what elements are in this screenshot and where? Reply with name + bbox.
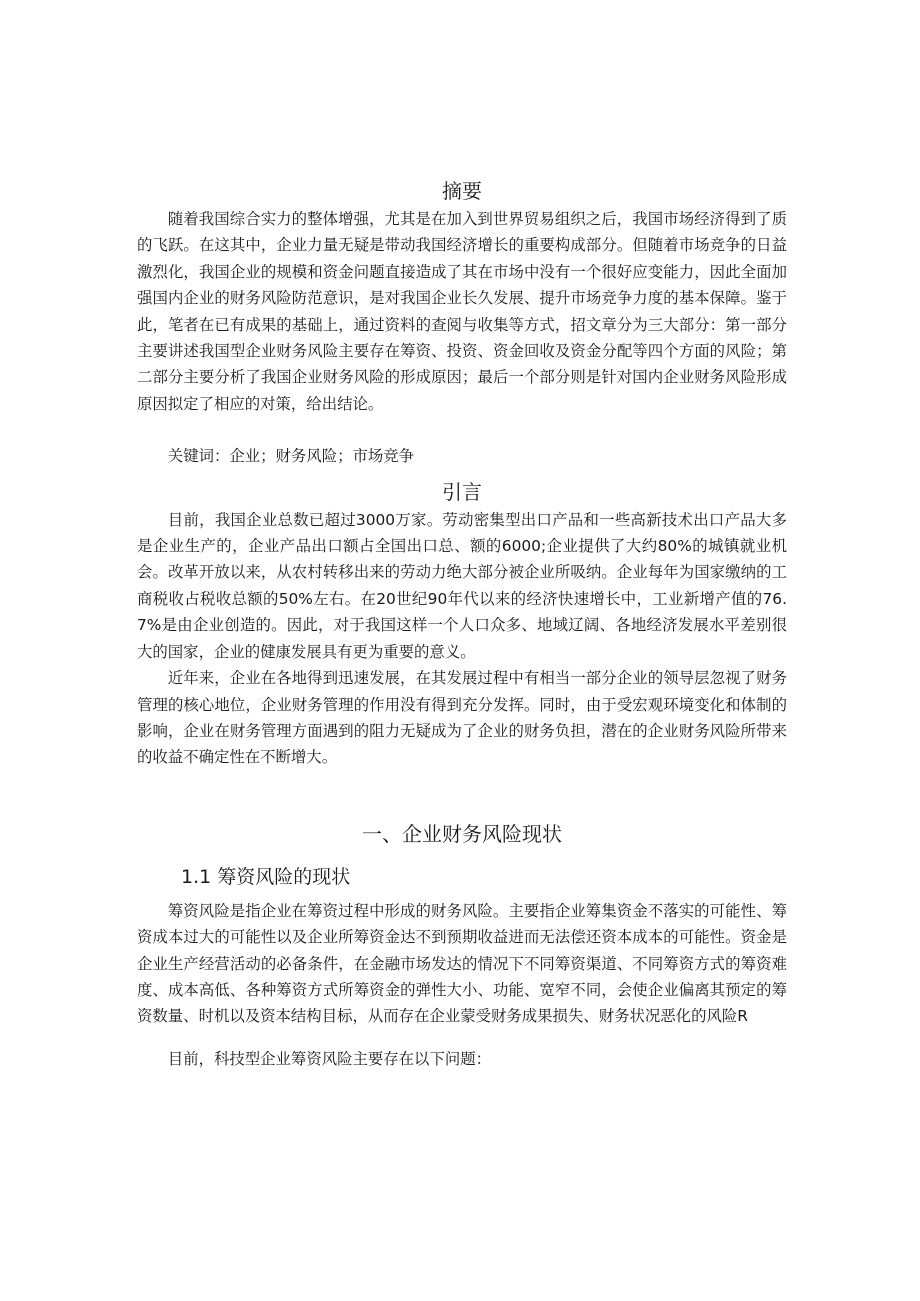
subsection-1-1-lead-in: 目前，科技型企业筹资风险主要存在以下问题： (167, 1049, 492, 1068)
subsection-1-1-paragraph: 筹资风险是指企业在筹资过程中形成的财务风险。主要指企业筹集资金不落实的可能性、筹资成本过大的可能性以及企业所筹资金达不到预期收益进而无法偿还资本成本的可能性。资金是企业生产经营活动的必备条件，在金融市场发达的情况下不同筹资渠道、不同筹资方式的筹资难度、成本高低、各种筹资方式所筹资金的弹性大小、功能、宽窄不同，会使企业偏离其预定的筹资数量、时机以及资本结构目标，从而存在企业蒙受财务成果损失、财务状况恶化的风险R (137, 901, 787, 1026)
abstract-title: 摘要 (442, 179, 482, 203)
keywords-line: 关键词：企业；财务风险；市场竞争 (167, 447, 415, 466)
subsection-1-1-title: 1.1 筹资风险的现状 (181, 865, 351, 888)
section-1-title: 一、企业财务风险现状 (362, 821, 562, 846)
introduction-title: 引言 (442, 479, 482, 504)
document-content (137, 176, 787, 1072)
abstract-body: 随着我国综合实力的整体增强，尤其是在加入到世界贸易组织之后，我国市场经济得到了质的飞跃。在这其中，企业力量无疑是带动我国经济增长的重要构成部分。但随着市场竞争的日益激烈化，我国企业的规模和资金问题直接造成了其在市场中没有一个很好应变能力，因此全面加强国内企业的财务风险防范意识，是对我国企业长久发展、提升市场竞争力度的基本保障。鉴于此，笔者在已有成果的基础上，通过资料的查阅与收集等方式，招文章分为三大部分：第一部分主要讲述我国型企业财务风险主要存在筹资、投资、资金回收及资金分配等四个方面的风险；第二部分主要分析了我国企业财务风险的形成原因；最后一个部分则是针对国内企业财务风险形成原因拟定了相应的对策，给出结论。 (137, 210, 787, 413)
introduction-paragraph-2: 近年来，企业在各地得到迅速发展，在其发展过程中有相当一部分企业的领导层忽视了财务管理的核心地位，企业财务管理的作用没有得到充分发挥。同时，由于受宏观环境变化和体制的影响，企业在财务管理方面遇到的阻力无疑成为了企业的财务负担，潜在的企业财务风险所带来的收益不确定性在不断增大。 (137, 669, 787, 767)
introduction-paragraph-1: 目前，我国企业总数已超过3000万家。劳动密集型出口产品和一些高新技术出口产品大多是企业生产的，企业产品出口额占全国出口总、额的6000;企业提供了大约80%的城镇就业机会。改革开放以来，从农村转移出来的劳动力绝大部分被企业所吸纳。企业每年为国家缴纳的工商税收占税收总额的50%左右。在20世纪90年代以来的经济快速增长中，工业新增产值的76.7%是由企业创造的。因此，对于我国这样一个人口众多、地域辽阔、各地经济发展水平差别很大的国家，企业的健康发展具有更为重要的意义。 (137, 510, 787, 661)
